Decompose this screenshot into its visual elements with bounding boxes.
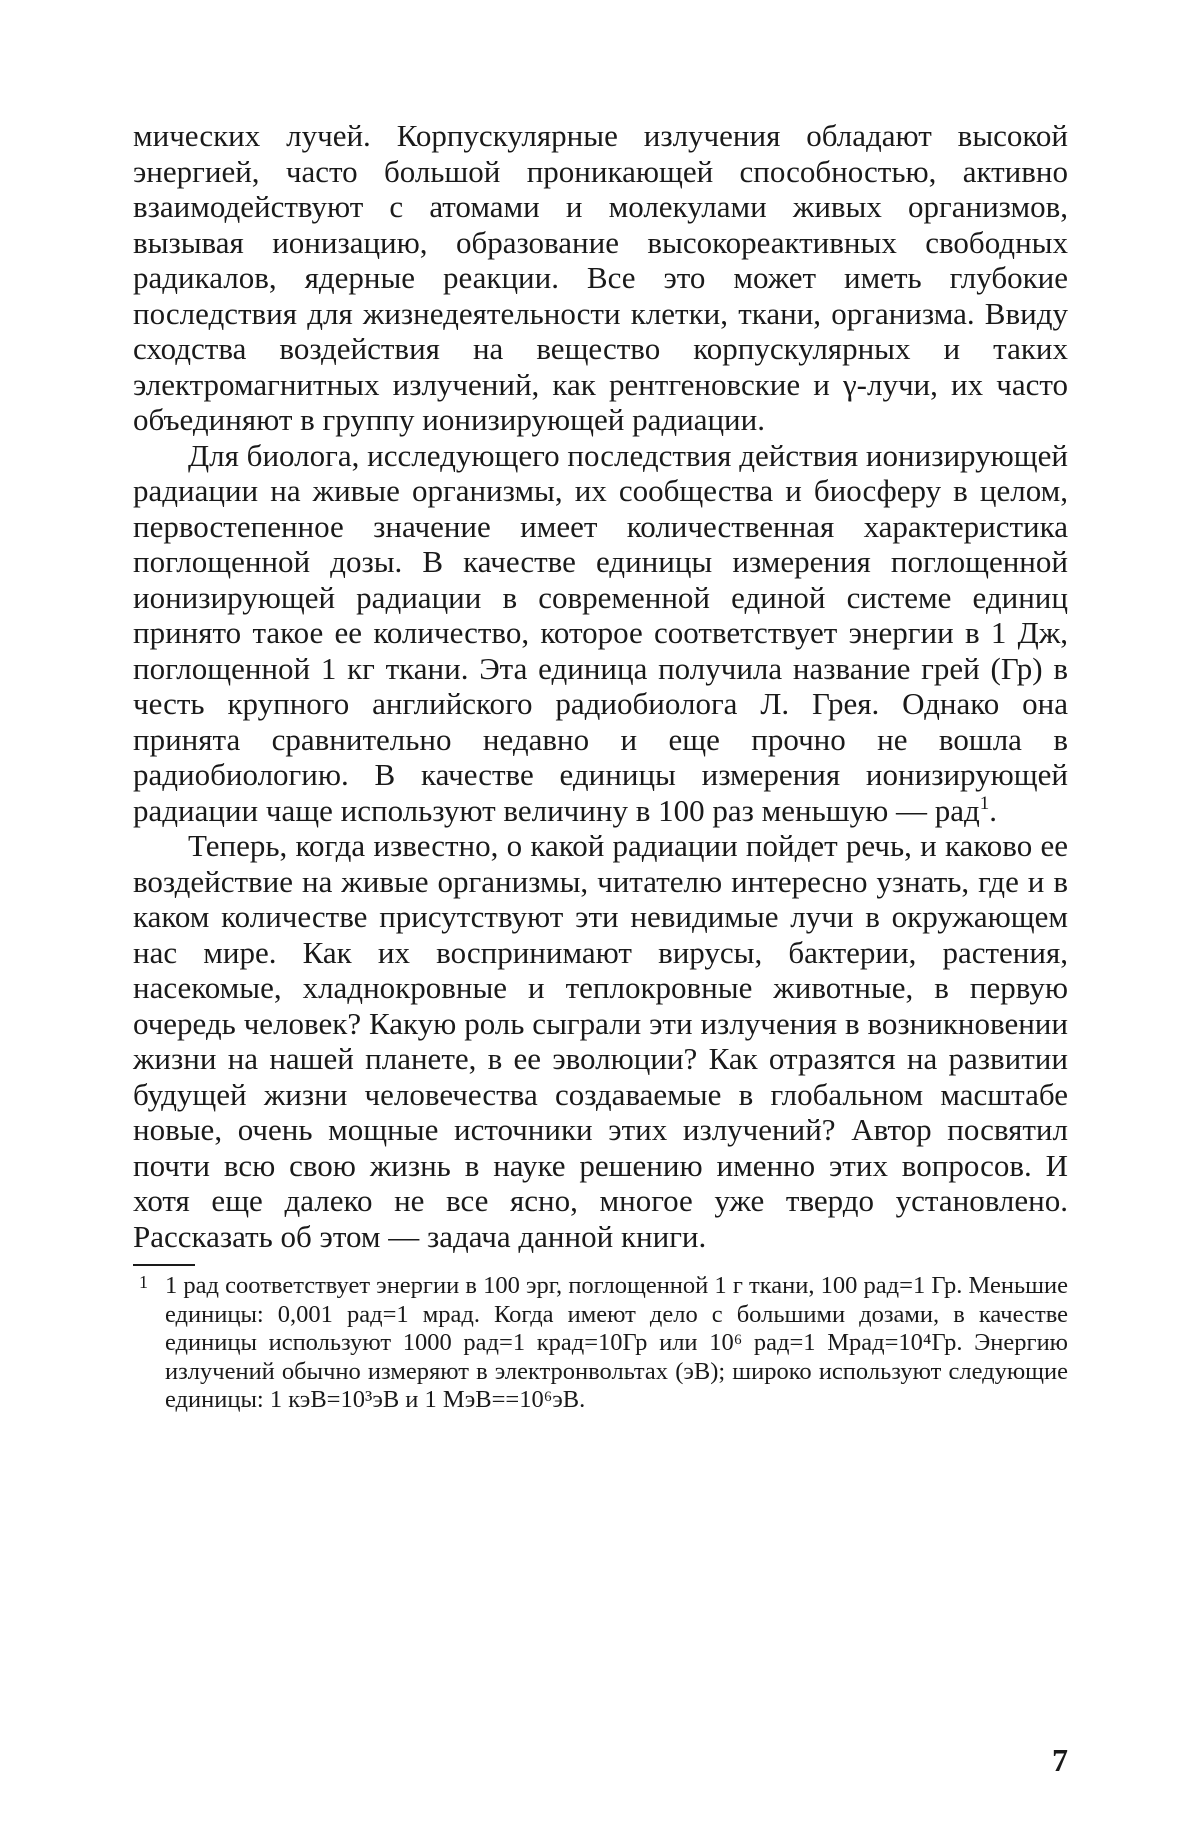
footnote-divider [133, 1264, 195, 1266]
paragraph-3-text: Теперь, когда известно, о какой радиации пойдет речь, и каково ее воздействие на живые организмы, читателю интересно узнать, где и в каком количестве присутствуют эти невидимые лучи в окружающем нас мире. Как их воспринимают вирусы, бактерии, растения, насекомые, хладнокровные и теплокровные животные, в первую очередь человек? Какую роль сыграли эти излучения в возникновении жизни на нашей планете, в ее эволюции? Как отразятся на развитии будущей жизни человечества создаваемые в глобальном масштабе новые, очень мощные источники этих излучений? Автор посвятил почти всю свою жизнь в науке решению именно этих вопросов. И хотя еще далеко не все ясно, многое уже твердо установлено. Рассказать об этом — задача данной книги. [133, 828, 1068, 1254]
paragraph-2-text: Для биолога, исследующего последствия действия ионизирующей радиации на живые организмы, их сообщества и биосферу в целом, первостепенное значение имеет количественная характеристика поглощенной дозы. В качестве единицы измерения поглощенной ионизирующей радиации в современной единой системе единиц принято такое ее количество, которое соответствует энергии в 1 Дж, поглощенной 1 кг ткани. Эта единица получила название грей (Гр) в честь крупного английского радиобиолога Л. Грея. Однако она принята сравнительно недавно и еще прочно не вошла в радиобиологию. В качестве единицы измерения ионизирующей радиации чаще используют величину в 100 раз меньшую — рад [133, 438, 1068, 828]
footnote-text: 1 рад соответствует энергии в 100 эрг, поглощенной 1 г ткани, 100 рад=1 Гр. Меньшие единицы: 0,001 рад=1 мрад. Когда имеют дело с большими дозами, в качестве единицы используют 1000 рад=1 крад=10Гр или 10⁶ рад=1 Мрад=10⁴Гр. Энергию излучений обычно измеряют в электронвольтах (эВ); широко используют следующие единицы: 1 кэВ=10³эВ и 1 МэВ==10⁶эВ. [165, 1272, 1068, 1413]
page-number: 7 [1052, 1742, 1068, 1779]
footnote-mark: 1 [139, 1268, 148, 1297]
paragraph-continuation [133, 118, 1068, 438]
paragraph-dose-units [133, 438, 1068, 829]
footnote-reference: 1 [980, 793, 990, 814]
paragraph-book-purpose [133, 828, 1068, 1254]
paragraph-1-text: мических лучей. Корпускулярные излучения обладают высокой энергией, часто большой проникающей способностью, активно взаимодействуют с атомами и молекулами живых организмов, вызывая ионизацию, образование высокореактивных свободных радикалов, ядерные реакции. Все это может иметь глубокие последствия для жизнедеятельности клетки, ткани, организма. Ввиду сходства воздействия на вещество корпускулярных и таких электромагнитных излучений, как рентгеновские и γ-лучи, их часто объединяют в группу ионизирующей радиации. [133, 118, 1068, 437]
footnote [133, 1272, 1068, 1415]
page-body [133, 118, 1068, 1415]
paragraph-2-tail: . [989, 793, 997, 828]
